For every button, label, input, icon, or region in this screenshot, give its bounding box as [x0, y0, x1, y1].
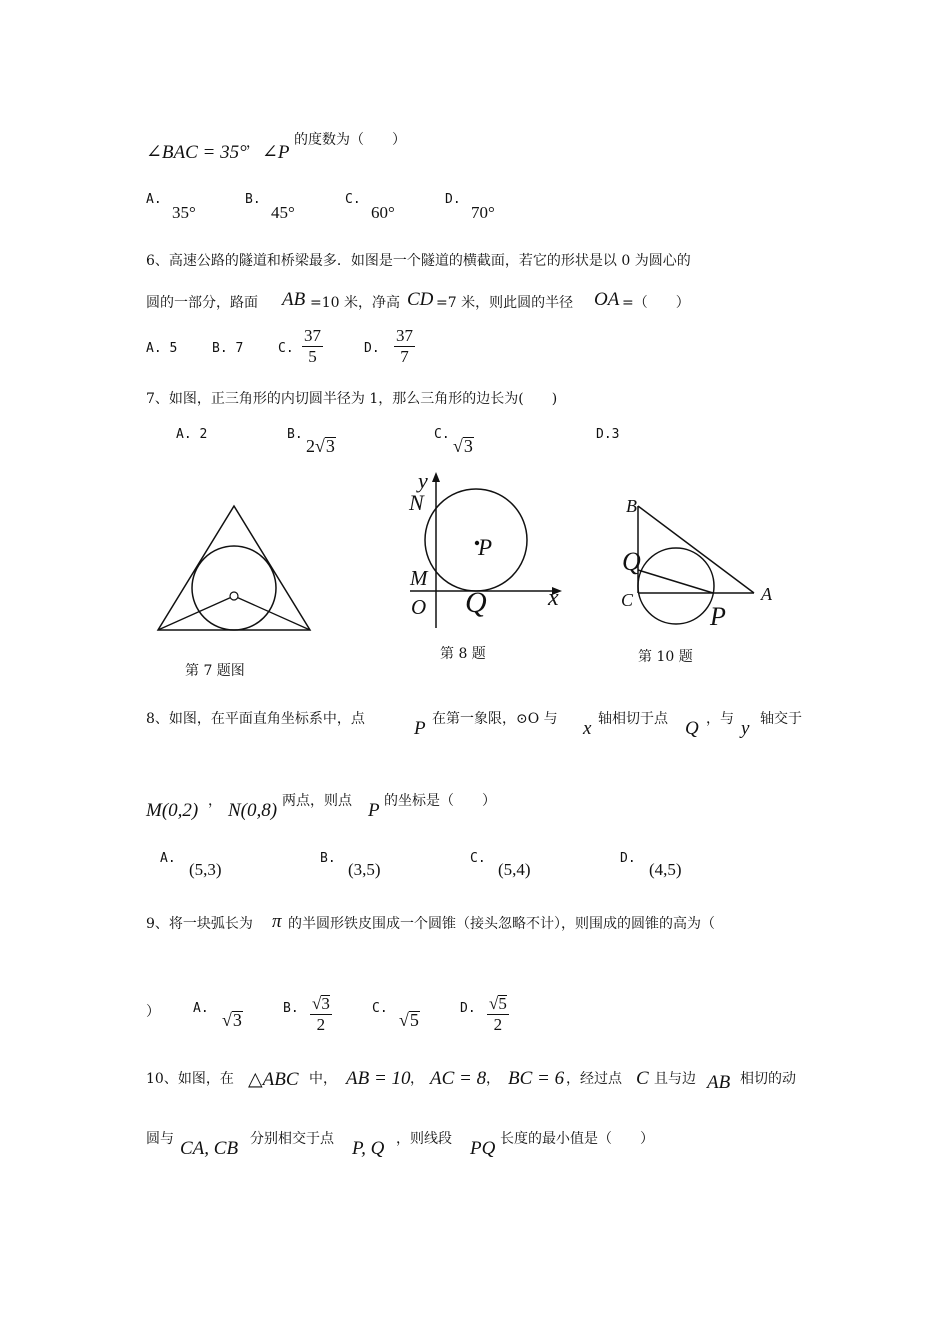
- q9-option-b-fraction: [310, 994, 332, 1035]
- segment-ab: [638, 506, 754, 593]
- coefficient: 2: [306, 436, 315, 456]
- q6-line2-c: =7 米，则此圆的半径: [436, 295, 574, 311]
- angle-bac-expression: ∠BAC = 35°: [146, 142, 247, 163]
- q7-option-b-value: 2√3: [306, 436, 335, 456]
- q8-x: x: [583, 718, 592, 739]
- label-b: B: [626, 496, 637, 516]
- label-m: M: [410, 566, 428, 590]
- q9-pi: π: [272, 911, 282, 932]
- q10-line1-f: 且与边: [654, 1071, 696, 1087]
- segment-pq: [638, 570, 713, 593]
- numerator: √3: [312, 994, 330, 1013]
- q8-option-d-letter: D.: [620, 851, 636, 866]
- q7-question: 7、如图，正三角形的内切圆半径为 1，那么三角形的边长为( ): [146, 391, 558, 407]
- moving-circle: [638, 548, 714, 624]
- q8-p2: P: [368, 800, 380, 821]
- q6-line1: 6、高速公路的隧道和桥梁最多．如图是一个隧道的横截面，若它的形状是以 0 为圆心的: [146, 253, 691, 269]
- q10-ab-length: AB = 10: [346, 1068, 411, 1089]
- q7-option-b-letter: B.: [287, 427, 303, 442]
- q10-comma2: ，: [486, 1071, 500, 1087]
- numerator: 37: [304, 326, 321, 345]
- angle-p: ∠P: [262, 142, 290, 163]
- q5-option-a-letter: A.: [146, 192, 162, 207]
- q10-line2-c: ，则线段: [396, 1131, 452, 1147]
- q10-line1-b: 中，: [309, 1071, 337, 1087]
- q10-bc-length: BC = 6: [508, 1068, 565, 1089]
- q8-line2-b: 的坐标是（ ）: [384, 793, 496, 809]
- q10-point-c: C: [636, 1068, 649, 1089]
- q10-edge-ab: AB: [707, 1072, 731, 1093]
- label-q: Q: [622, 547, 641, 576]
- q9-close-paren: ）: [146, 1004, 160, 1020]
- comma: ，: [246, 135, 260, 151]
- q8-option-a-value: (5,3): [189, 860, 222, 879]
- q5-option-c-letter: C.: [345, 192, 361, 207]
- q8-option-d-value: (4,5): [649, 860, 682, 879]
- label-o: O: [411, 595, 427, 619]
- radicand: 3: [321, 994, 330, 1013]
- q8-option-b-value: (3,5): [348, 860, 381, 879]
- radicand: 5: [498, 994, 507, 1013]
- q5-option-d-letter: D.: [445, 192, 461, 207]
- q6-option-a: A. 5: [146, 341, 178, 356]
- q10-line1-e: ，经过点: [566, 1071, 622, 1087]
- label-p: P: [478, 535, 493, 560]
- q10-line2-d: 长度的最小值是（ ）: [500, 1131, 654, 1147]
- q8-q: Q: [685, 718, 699, 739]
- label-p: P: [710, 602, 726, 631]
- q8-point-m: M(0,2): [146, 800, 199, 821]
- denominator: 5: [308, 347, 317, 366]
- q9-line1-a: 9、将一块弧长为: [146, 916, 253, 932]
- q8-line1-c: 轴相切于点: [598, 711, 668, 727]
- q9-option-c-value: √5: [399, 1010, 419, 1030]
- q5-option-a-value: 35°: [172, 203, 196, 222]
- q5-option-b-letter: B.: [245, 192, 261, 207]
- q5-option-b-value: 45°: [271, 203, 295, 222]
- q8-option-b-letter: B.: [320, 851, 336, 866]
- q8-comma: ，: [208, 793, 222, 809]
- radicand: 3: [463, 436, 473, 456]
- numerator: √5: [489, 994, 507, 1013]
- label-n: N: [409, 490, 424, 515]
- q8-line1-e: 轴交于: [760, 711, 802, 727]
- q8-point-n: N(0,8): [228, 800, 278, 821]
- q7-option-c-value: √3: [453, 436, 473, 456]
- q7-option-a: A. 2: [176, 427, 208, 442]
- q6-ab: AB: [282, 289, 306, 310]
- q8-line1-d: ，与: [706, 711, 734, 727]
- q8-line1-b: 在第一象限，⊙O 与: [432, 711, 558, 727]
- label-a: A: [761, 584, 772, 604]
- q8-p: P: [414, 718, 426, 739]
- q8-option-a-letter: A.: [160, 851, 176, 866]
- radicand: 3: [232, 1010, 242, 1030]
- q8-y: y: [741, 718, 750, 739]
- q10-line1-g: 相切的动: [740, 1071, 796, 1087]
- q7-option-d: D.3: [596, 427, 620, 442]
- q10-comma1: ，: [410, 1071, 424, 1087]
- q9-option-c-letter: C.: [372, 1001, 388, 1016]
- q8-line1-a: 8、如图，在平面直角坐标系中，点: [146, 711, 365, 727]
- label-y: y: [418, 468, 428, 493]
- q6-oa: OA: [594, 289, 620, 310]
- label-q: Q: [465, 586, 487, 619]
- q10-segment-pq: PQ: [470, 1138, 496, 1159]
- q9-option-a-value: √3: [222, 1010, 242, 1030]
- q6-line2-a: 圆的一部分，路面: [146, 295, 258, 311]
- denominator: 7: [400, 347, 409, 366]
- q10-triangle: △ABC: [248, 1069, 299, 1090]
- q9-option-b-letter: B.: [283, 1001, 299, 1016]
- q5-question-tail: 的度数为（ ）: [294, 132, 406, 148]
- figure-10-caption: 第 10 题: [638, 649, 693, 665]
- radicand: 3: [325, 436, 335, 456]
- q6-line2-d: =（ ）: [622, 295, 690, 311]
- label-x: x: [548, 585, 559, 611]
- numerator: 37: [396, 326, 413, 345]
- figure-8-caption: 第 8 题: [440, 646, 486, 662]
- figure-7-caption: 第 7 题图: [185, 663, 245, 679]
- q7-option-c-letter: C.: [434, 427, 450, 442]
- q6-option-d-letter: D.: [364, 341, 380, 356]
- q6-option-c-letter: C.: [278, 341, 294, 356]
- label-c: C: [621, 590, 634, 610]
- q8-option-c-letter: C.: [470, 851, 486, 866]
- q10-line2-a: 圆与: [146, 1131, 174, 1147]
- q9-option-d-letter: D.: [460, 1001, 476, 1016]
- q10-ca-cb: CA, CB: [180, 1138, 239, 1159]
- denominator: 2: [493, 1015, 503, 1034]
- q6-line2-b: =10 米，净高: [310, 295, 400, 311]
- radicand: 5: [409, 1010, 419, 1030]
- q5-option-c-value: 60°: [371, 203, 395, 222]
- q8-line2-a: 两点，则点: [282, 793, 352, 809]
- denominator: 2: [316, 1015, 326, 1034]
- q9-line1-b: 的半圆形铁皮围成一个圆锥（接头忽略不计），则围成的圆锥的高为（: [288, 916, 715, 932]
- q6-cd: CD: [407, 289, 434, 310]
- q10-line2-b: 分别相交于点: [250, 1131, 334, 1147]
- q9-option-a-letter: A.: [193, 1001, 209, 1016]
- q8-option-c-value: (5,4): [498, 860, 531, 879]
- q5-option-d-value: 70°: [471, 203, 495, 222]
- q10-line1-a: 10、如图，在: [146, 1071, 234, 1087]
- q9-option-d-fraction: [487, 994, 509, 1035]
- q10-p-q: P, Q: [352, 1138, 385, 1159]
- q10-ac-length: AC = 8: [430, 1068, 487, 1089]
- q6-option-b: B. 7: [212, 341, 244, 356]
